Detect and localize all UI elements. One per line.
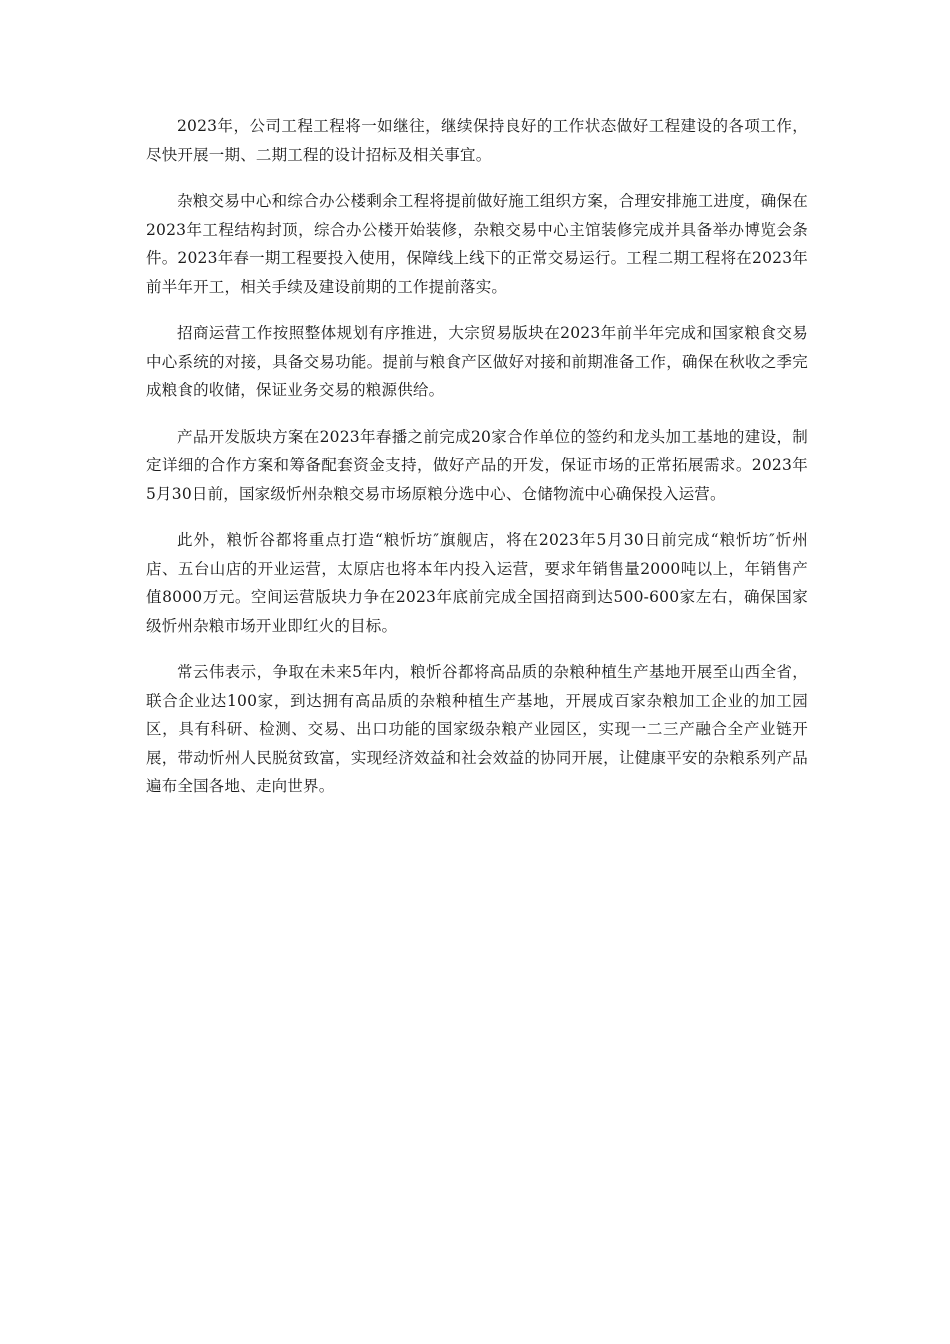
document-body bbox=[146, 112, 808, 819]
paragraph-trading-center: 杂粮交易中心和综合办公楼剩余工程将提前做好施工组织方案，合理安排施工进度，确保在2023年工程结构封顶，综合办公楼开始装修，杂粮交易中心主馆装修完成并具备举办博览会条件。2023年春一期工程要投入使用，保障线上线下的正常交易运行。工程二期工程将在2023年前半年开工，相关手续及建设前期的工作提前落实。 bbox=[146, 192, 808, 296]
paragraph-project-construction: 2023年，公司工程工程将一如继往，继续保持良好的工作状态做好工程建设的各项工作，尽快开展一期、二期工程的设计招标及相关事宜。 bbox=[146, 117, 808, 164]
paragraph-flagship-store: 此外，粮忻谷都将重点打造“粮忻坊″旗舰店，将在2023年5月30日前完成“粮忻坊″忻州店、五台山店的开业运营，太原店也将本年内投入运营，要求年销售量2000吨以上，年销售产值8000万元。空间运营版块力争在2023年底前完成全国招商到达500-600家左右，确保国家级忻州杂粮市场开业即红火的目标。 bbox=[146, 531, 808, 635]
paragraph-five-year-goal: 常云伟表示，争取在未来5年内，粮忻谷都将高品质的杂粮种植生产基地开展至山西全省，联合企业达100家，到达拥有高品质的杂粮种植生产基地，开展成百家杂粮加工企业的加工园区，具有科研、检测、交易、出口功能的国家级杂粮产业园区，实现一二三产融合全产业链开展，带动忻州人民脱贫致富，实现经济效益和社会效益的协同开展，让健康平安的杂粮系列产品遍布全国各地、走向世界。 bbox=[146, 663, 808, 795]
paragraph-investment-operation: 招商运营工作按照整体规划有序推进，大宗贸易版块在2023年前半年完成和国家粮食交易中心系统的对接，具备交易功能。提前与粮食产区做好对接和前期准备工作，确保在秋收之季完成粮食的收储，保证业务交易的粮源供给。 bbox=[146, 324, 808, 399]
paragraph-product-development: 产品开发版块方案在2023年春播之前完成20家合作单位的签约和龙头加工基地的建设，制定详细的合作方案和筹备配套资金支持，做好产品的开发，保证市场的正常拓展需求。2023年5月30日前，国家级忻州杂粮交易市场原粮分选中心、仓储物流中心确保投入运营。 bbox=[146, 427, 808, 503]
